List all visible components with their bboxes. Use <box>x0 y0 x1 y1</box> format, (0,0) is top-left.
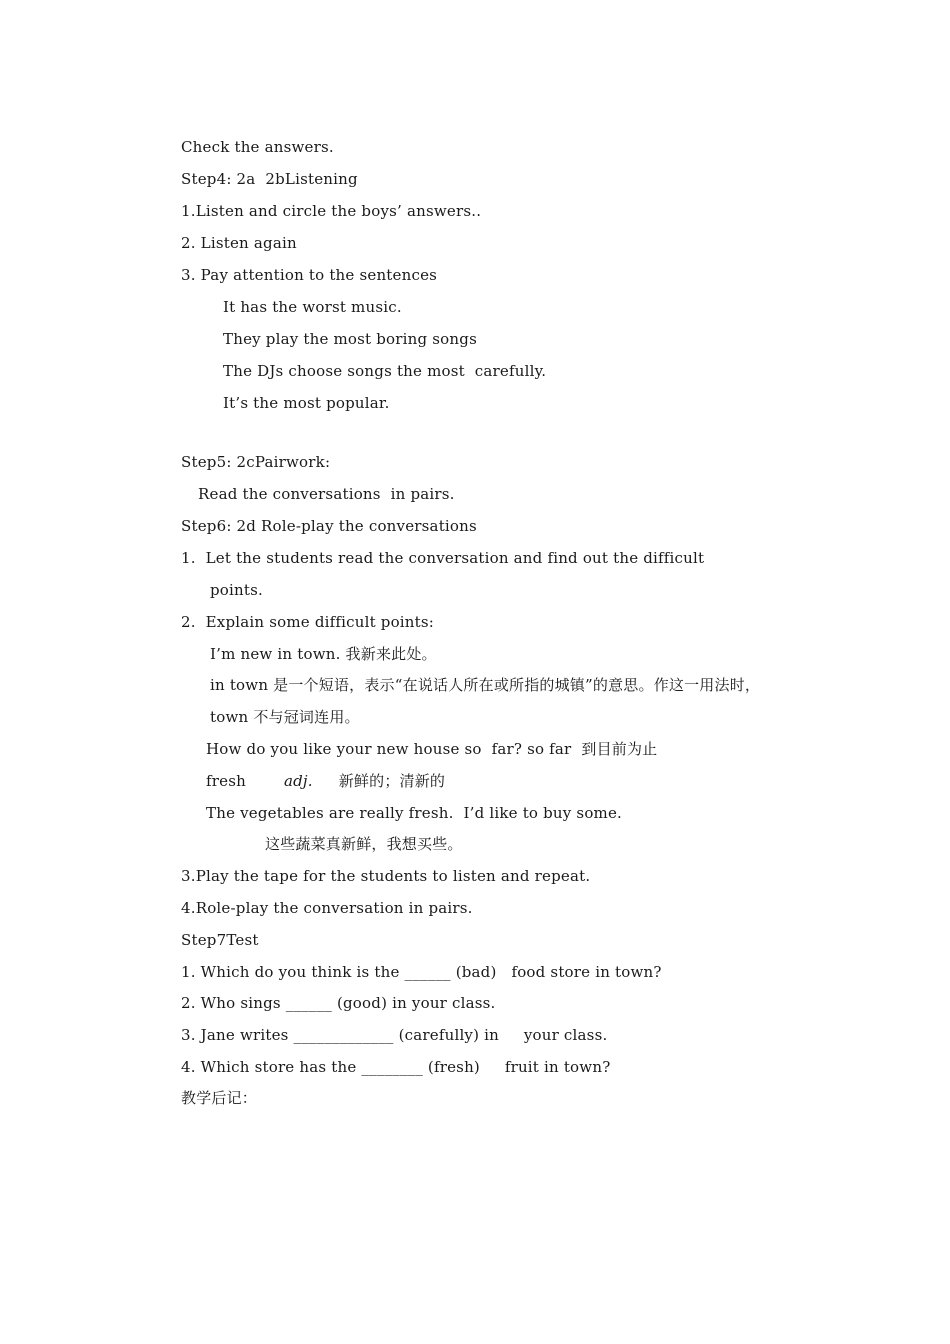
text-line: 1. Let the students read the conversation and find out the difficult <box>181 549 705 567</box>
text-line: 2. Explain some difficult points: <box>181 613 435 631</box>
vocab-pos: adj. <box>283 772 313 790</box>
teaching-notes-label: 教学后记： <box>181 1089 258 1107</box>
test-item: 1. Which do you think is the ______ (bad) food store in town? <box>181 963 662 981</box>
example-sentence: They play the most boring songs <box>223 330 477 348</box>
test-item: 2. Who sings ______ (good) in your class. <box>181 994 496 1012</box>
vocab-meaning: 新鲜的；清新的 <box>338 772 446 790</box>
text-line: 1.Listen and circle the boys’ answers.. <box>181 202 482 220</box>
text-line: town 不与冠词连用。 <box>210 708 360 726</box>
text-line: 3.Play the tape for the students to listen and repeat. <box>181 867 591 885</box>
example-sentence: It has the worst music. <box>223 298 402 316</box>
example-sentence: The DJs choose songs the most carefully. <box>223 362 547 380</box>
text-line: 这些蔬菜真新鲜，我想买些。 <box>265 835 463 853</box>
heading-step4: Step4: 2a 2bListening <box>181 170 358 188</box>
text-line: 4.Role-play the conversation in pairs. <box>181 899 473 917</box>
heading-step6: Step6: 2d Role-play the conversations <box>181 517 477 535</box>
vocab-word: fresh <box>206 772 246 790</box>
text-line: points. <box>210 581 263 599</box>
heading-step7: Step7Test <box>181 931 259 949</box>
text-line: How do you like your new house so far? so far 到目前为止 <box>206 740 658 758</box>
example-sentence: It’s the most popular. <box>223 394 390 412</box>
test-item: 4. Which store has the ________ (fresh) fruit in town? <box>181 1058 611 1076</box>
text-line: 3. Pay attention to the sentences <box>181 266 438 284</box>
text-line: I’m new in town. 我新来此处。 <box>210 645 437 663</box>
vocab-line <box>206 771 445 791</box>
heading-step5: Step5: 2cPairwork: <box>181 453 331 471</box>
text-line: The vegetables are really fresh. I’d like to buy some. <box>206 804 623 822</box>
text-line: in town 是一个短语，表示“在说话人所在或所指的城镇”的意思。作这一用法时， <box>210 676 761 694</box>
text-line: Read the conversations in pairs. <box>198 485 455 503</box>
text-line: 2. Listen again <box>181 234 297 252</box>
text-line: Check the answers. <box>181 138 334 156</box>
test-item: 3. Jane writes _____________ (carefully) in your class. <box>181 1026 608 1044</box>
